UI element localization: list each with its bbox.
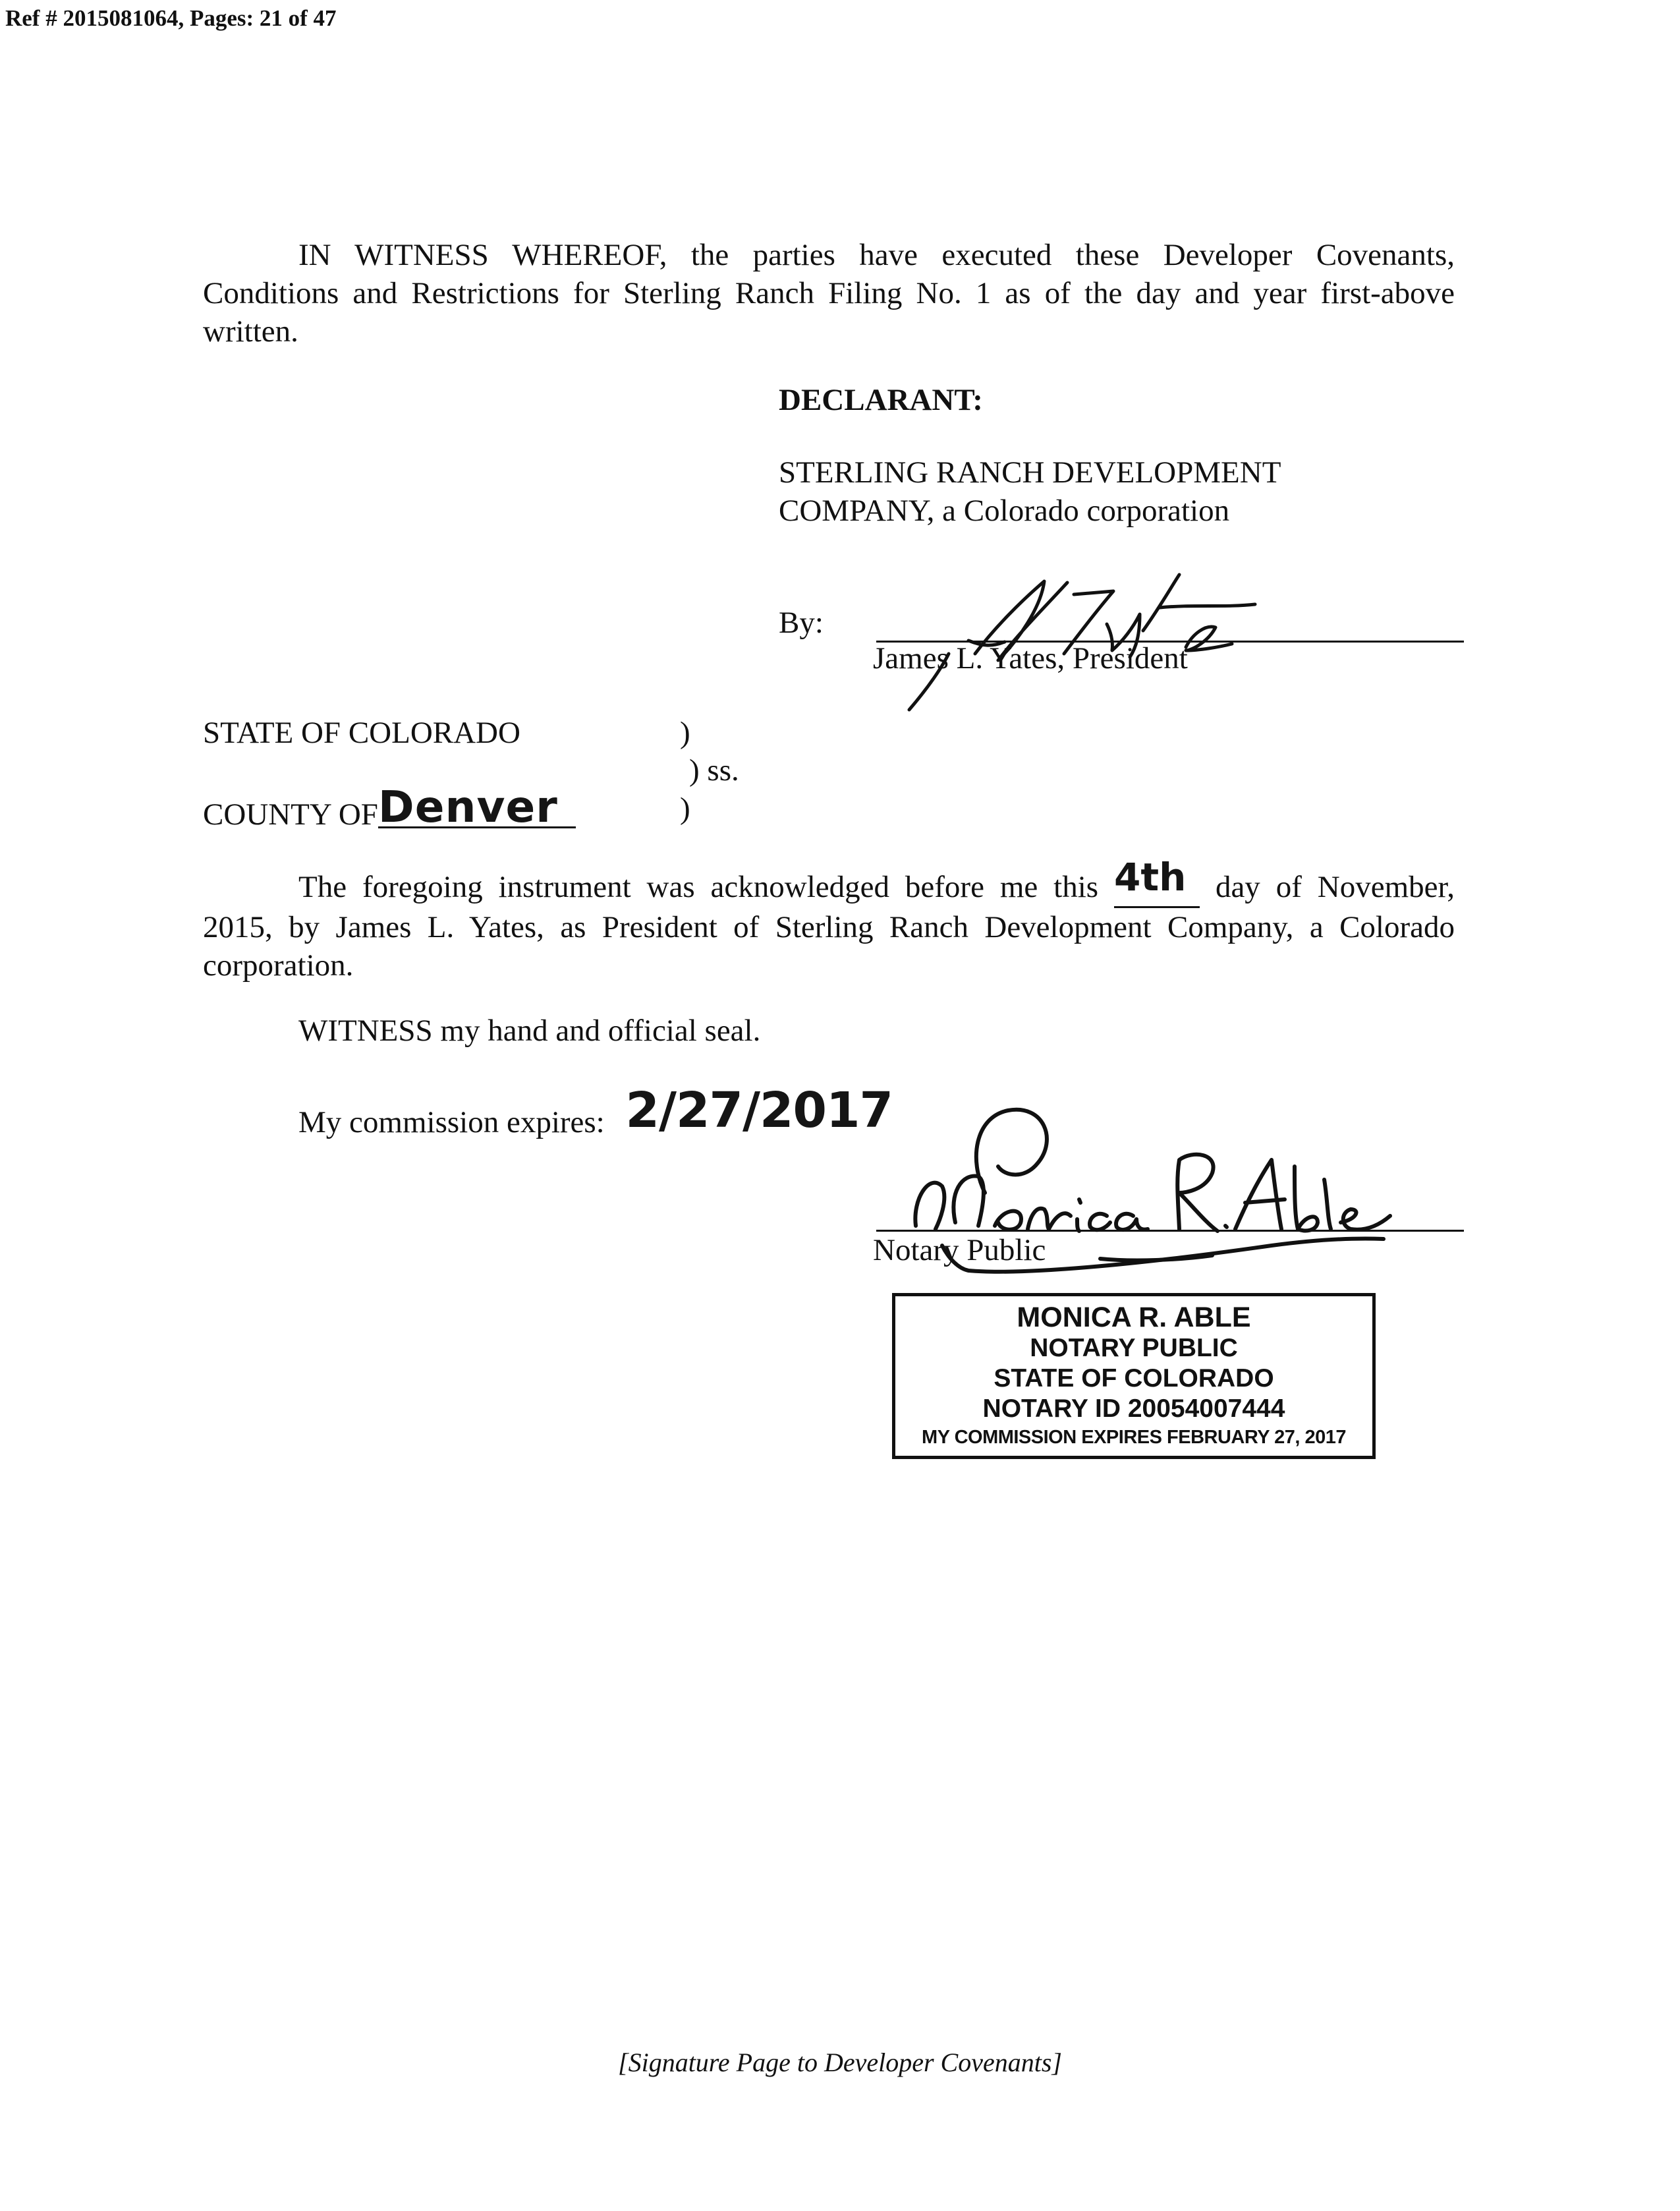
declarant-company xyxy=(779,453,1281,530)
acknowledgment-paragraph xyxy=(203,855,1455,985)
witness-clause-line: written. xyxy=(203,314,298,349)
witness-hand-seal: WITNESS my hand and official seal. xyxy=(298,1014,761,1048)
county-label: COUNTY OF xyxy=(203,797,378,832)
stamp-state: STATE OF COLORADO xyxy=(994,1364,1274,1393)
venue-paren: ) xyxy=(680,716,690,750)
witness-clause-line: IN WITNESS WHEREOF, the parties have executed these Developer Covenants, xyxy=(298,238,1455,272)
acknowledgment-text: day of November, xyxy=(1215,870,1455,904)
county-handwritten: Denver xyxy=(378,788,576,828)
witness-clause-line: Conditions and Restrictions for Sterling Ranch Filing No. 1 as of the day and year first-above xyxy=(203,276,1455,310)
recording-reference: Ref # 2015081064, Pages: 21 of 47 xyxy=(5,5,337,31)
day-handwritten: 4th xyxy=(1114,855,1187,900)
notary-stamp xyxy=(892,1293,1376,1459)
venue-ss: ) ss. xyxy=(689,753,739,788)
witness-clause-paragraph xyxy=(203,236,1455,351)
commission-date-handwritten: 2/27/2017 xyxy=(625,1082,893,1139)
venue-county xyxy=(203,782,576,832)
by-label: By: xyxy=(779,606,824,640)
stamp-notary-id: NOTARY ID 20054007444 xyxy=(982,1394,1285,1423)
company-line: COMPANY, a Colorado corporation xyxy=(779,494,1230,528)
acknowledgment-line: 2015, by James L. Yates, as President of Sterling Ranch Development Company, a Colorado xyxy=(203,910,1455,944)
stamp-name: MONICA R. ABLE xyxy=(1017,1302,1251,1333)
stamp-expiration: MY COMMISSION EXPIRES FEBRUARY 27, 2017 xyxy=(922,1427,1346,1448)
acknowledgment-line: corporation. xyxy=(203,948,354,983)
stamp-title: NOTARY PUBLIC xyxy=(1030,1334,1238,1362)
declarant-signer-name: James L. Yates, President xyxy=(873,641,1188,675)
venue-paren: ) xyxy=(680,791,690,826)
commission-expires xyxy=(298,1082,893,1144)
company-line: STERLING RANCH DEVELOPMENT xyxy=(779,455,1281,490)
notary-public-label: Notary Public xyxy=(873,1233,1046,1267)
acknowledgment-text: The foregoing instrument was acknowledged before me this xyxy=(298,870,1099,904)
commission-label: My commission expires: xyxy=(298,1105,605,1139)
day-blank xyxy=(1114,855,1200,908)
page-footer: [Signature Page to Developer Covenants] xyxy=(618,2048,1062,2077)
acknowledgment-line xyxy=(203,855,1455,908)
venue-state: STATE OF COLORADO xyxy=(203,716,520,750)
declarant-heading: DECLARANT: xyxy=(779,383,983,417)
